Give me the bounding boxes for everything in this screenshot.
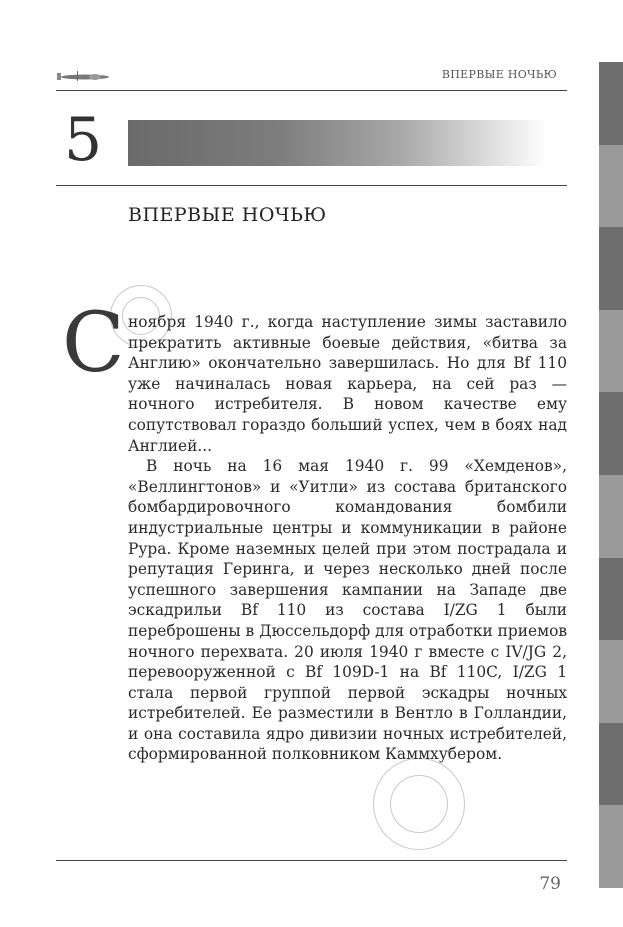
header-rule [56,90,567,91]
decorative-circle [373,758,465,850]
running-header: ВПЕРВЫЕ НОЧЬЮ [441,68,557,81]
drop-cap: С [62,296,125,391]
chapter-number: 5 [64,105,103,175]
body-text [128,312,567,765]
paragraph: В ночь на 16 мая 1940 г. 99 «Хемденов», «Веллингтонов» и «Уитли» из состава британского бомбардировочного командования бомбили индустриальные центры и коммуникации в районе Рура. Кроме наземных целей при этом пострадала и репутация Геринга, и через несколько дней после успешного завершения кампании на Западе две эскадрильи Bf 110 из состава I/ZG 1 были переброшены в Дюссельдорф для отработки приемов ночного перехвата. 20 июля 1940 г вместе с IV/JG 2, перевооруженной с Bf 109D-1 на Bf 110C, I/ZG 1 стала первой группой первой эскадры ночных истребителей. Ее разместили в Вентло в Голландии, и она составила ядро дивизии ночных истребителей, сформированной полковником Каммхубером. [128,457,567,764]
airplane-icon [55,70,111,82]
chapter-title: ВПЕРВЫЕ НОЧЬЮ [128,204,327,226]
side-thumb-tabs [599,62,623,888]
footer-rule [56,860,567,861]
paragraph: ноября 1940 г., когда наступление зимы заставило прекратить активные боевые действия, «битва за Англию» окончательно завершилась. Но для Bf 110 уже начиналась новая карьера, на сей раз — ночного истребителя. В новом качестве ему сопутствовал гораздо больший успех, чем в боях над Англией... [128,313,567,455]
chapter-rule [56,185,567,186]
decorative-circle [390,775,448,833]
page-number: 79 [539,874,561,894]
chapter-gradient-bar [128,120,548,166]
